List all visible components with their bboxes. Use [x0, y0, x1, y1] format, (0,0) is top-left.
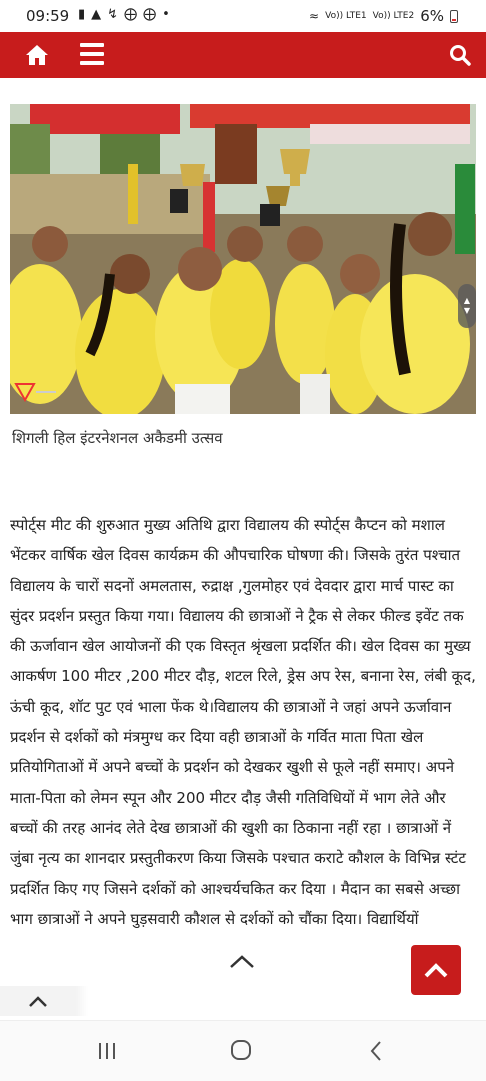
- status-left-icons: [78, 7, 170, 22]
- search-icon[interactable]: [448, 43, 472, 67]
- scroll-handle[interactable]: [458, 284, 476, 328]
- photo-illustration: [10, 104, 476, 414]
- menu-icon[interactable]: [80, 43, 104, 65]
- app-icon: ⨁: [143, 7, 157, 22]
- scroll-to-top-button[interactable]: [411, 945, 461, 995]
- article-body: स्पोर्ट्स मीट की शुरुआत मुख्य अतिथि द्वारा विद्यालय की स्पोर्ट्स कैप्टन को मशाल भेंटकर वार्षिक खेल दिवस कार्यक्रम की औपचारिक घोषणा की। जिसके तुरंत पश्चात विद्यालय के चारों सदनों अमलतास, रुद्राक्ष ,गुलमोहर एवं देवदार द्वारा मार्च पास्ट का सुंदर प्रदर्शन प्रस्तुत किया गया। विद्यालय की छात्राओं ने ट्रैक से लेकर फील्ड इवेंट तक की ऊर्जावान खेल आयोजनों की एक विस्तृत श्रृंखला प्रदर्शित की। खेल दिवस का मुख्य आकर्षण 100 मीटर ,200 मीटर दौड़, शटल रिले, ड्रेस अप रेस, बनाना रेस, लंबी कूद, ऊंची कूद, शॉट पुट एवं भाला फेंक थे।विद्यालय की छात्राओं ने जहां अपने ऊर्जावान प्रदर्शन से दर्शकों को मंत्रमुग्ध कर दिया वही छात्राओं के गर्वित माता पिता खेल प्रतियोगिताओं में अपने बच्चों के प्रदर्शन को देखकर खुशी से फूले नहीं समाए। अपने माता-पिता को लेमन स्पून और 200 मीटर दौड़ जैसी गतिविधियों में भाग लेते और बच्चों की तरह आनंद लेते देख छात्राओं की खुशी का ठिकाना नहीं रहा । छात्राओं नें जुंबा नृत्य का शानदार प्रस्तुतीकरण किया जिसके पश्चात कराटे कौशल के विभिन्न स्टंट प्रदर्शित किए गए जिसने दर्शकों को आश्चर्यचकित कर दिया । मैदान का सबसे अच्छा भाग छात्राओं ने अपने घुड़सवारी कौशल से दर्शकों को चौंका दिया। विद्यार्थियों: [10, 516, 476, 928]
- status-time: 09:59: [26, 7, 70, 25]
- chevron-up-icon: [423, 962, 449, 978]
- photo-watermark-logo: [14, 382, 58, 402]
- lte1-signal: Vo)) LTE1: [325, 11, 367, 21]
- recent-apps-icon[interactable]: [96, 1041, 118, 1061]
- photo-caption: शिगली हिल इंटरनेशनल अकैडमी उत्सव: [12, 429, 223, 447]
- home-icon[interactable]: [24, 42, 50, 68]
- article-photo[interactable]: [10, 104, 476, 414]
- chevron-down-icon: ▼: [463, 306, 471, 315]
- chevron-up-icon: [228, 954, 256, 970]
- dot-icon: •: [162, 7, 170, 22]
- app-header: [0, 32, 486, 78]
- collapse-chevron-button[interactable]: [222, 950, 262, 974]
- alert-icon: ▲: [91, 7, 102, 22]
- storage-icon: ▮: [78, 7, 86, 22]
- wifi-icon: ≈: [309, 9, 320, 23]
- battery-level: 6%: [420, 7, 444, 25]
- app-icon: ⨁: [124, 7, 138, 22]
- home-circle-icon[interactable]: [230, 1039, 252, 1061]
- lte2-signal: Vo)) LTE2: [372, 11, 415, 21]
- chevron-up-icon: [27, 994, 49, 1008]
- chevron-up-icon: ▲: [463, 296, 471, 305]
- battery-icon: [450, 10, 458, 23]
- missed-call-icon: ↯: [107, 7, 119, 22]
- status-right-icons: [309, 7, 458, 25]
- back-icon[interactable]: [368, 1039, 384, 1063]
- status-bar: [0, 0, 486, 32]
- expand-chevron-button[interactable]: [0, 986, 76, 1016]
- system-nav-bar: [0, 1020, 486, 1081]
